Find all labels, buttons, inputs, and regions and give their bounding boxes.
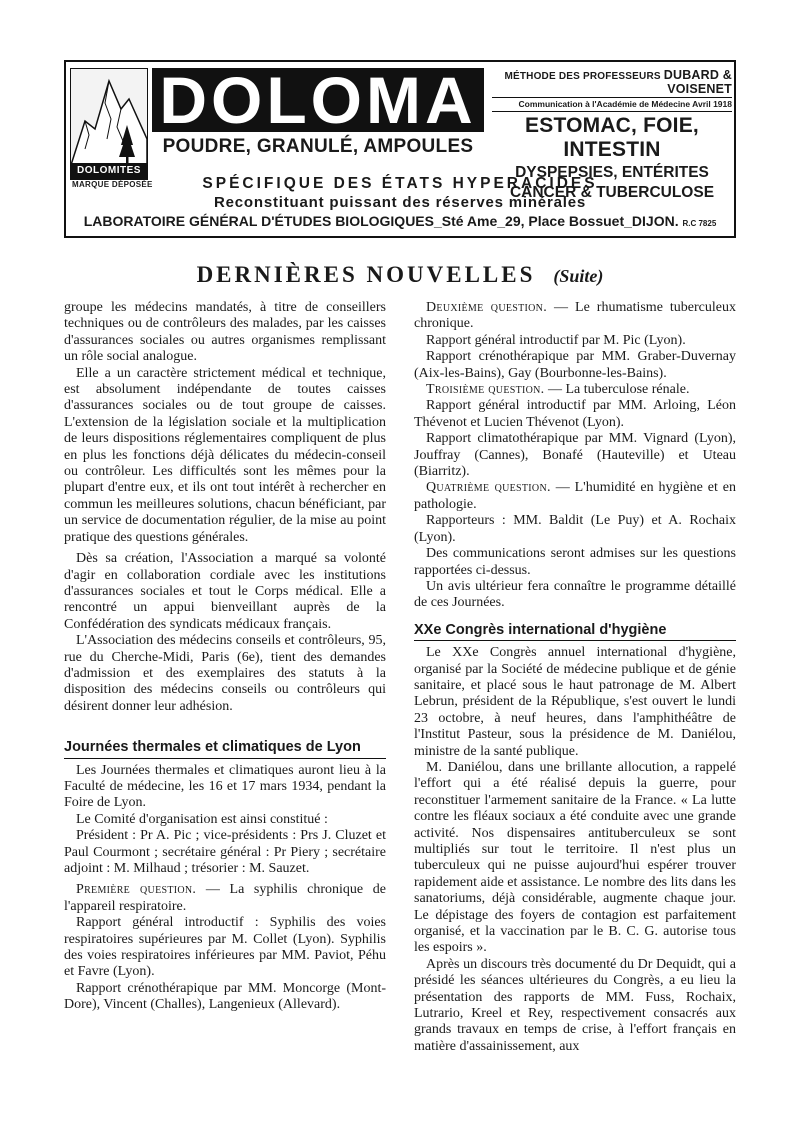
method-prefix: MÉTHODE DES PROFESSEURS <box>504 71 661 82</box>
doloma-advertisement <box>64 60 736 238</box>
question-paragraph: Quatrième question. — L'humidité en hygiène et en pathologie. <box>414 480 736 512</box>
organs-line: ESTOMAC, FOIE, INTESTIN <box>525 114 699 161</box>
paragraph: Dès sa création, l'Association a marqué sa volonté d'agir en collaboration cordiale avec les institutions d'assurances sociales et tout le Corps médical. Elle a rencontré un appui bienveillant auprès de la Confédération des syndicats médicaux français. <box>64 551 386 632</box>
paragraph: Rapport général introductif : Syphilis des voies respiratoires supérieures par M. Collet (Lyon). Syphilis des voies respiratoires inférieures par MM. Paviot, Péhu et Favre (Lyon). <box>64 915 386 980</box>
laboratory-line: LABORATOIRE GÉNÉRAL D'ÉTUDES BIOLOGIQUES_Sté Ame_29, Place Bossuet_DIJON. R.C 7825 <box>83 213 717 229</box>
method-line <box>492 68 732 98</box>
left-column <box>64 300 386 1014</box>
paragraph: M. Daniélou, dans une brillante allocution, a rappelé l'effort qui a été réalisé depuis la guerre, pour reconstituer l'armement sanitaire de la France. « La lutte contre les fléaux sociaux a été conduite avec une grande activité. Nos dispensaires antituberculeux se sont multipliés sur tout le territoire. Il n'est plus un tuberculeux qui ne puisse aujourd'hui espérer trouver rapidement aide et assistance. Le nombre des lits dans les sanatoriums, déjà considérable, augmente chaque jour. Le dépistage des foyers de contagion est parfaitement organisé, et la vaccination par le B. C. G. autorise tous les espoirs ». <box>414 759 736 956</box>
question-label: Première question. <box>76 882 197 898</box>
right-column <box>414 300 736 1055</box>
paragraph: groupe les médecins mandatés, à titre de conseillers techniques ou de contrôleurs des malades, par les caisses d'assurances sociales ou autres organismes remplissant un rôle social analogue. <box>64 300 386 365</box>
section-title-congres: XXe Congrès international d'hygiène <box>414 622 736 641</box>
paragraph: Un avis ultérieur fera connaître le programme détaillé de ces Journées. <box>414 578 736 611</box>
section-title-journees: Journées thermales et climatiques de Lyon <box>64 739 386 758</box>
question-label: Deuxième question. <box>426 300 548 315</box>
method-names: DUBARD & VOISENET <box>663 68 732 96</box>
paragraph: Les Journées thermales et climatiques auront lieu à la Faculté de médecine, les 16 et 17 mars 1934, pendant la Foire de Lyon. <box>64 762 386 811</box>
paragraph: Le XXe Congrès annuel international d'hygiène, organisé par la Société de médecine publique et de génie sanitaire, et placé sous le haut patronage de M. Albert Lebrun, président de la République, s'est ouvert le lundi 23 octobre, à neuf heures, dans l'amphithéâtre de l'Institut Pasteur, sous la présidence de M. Daniélou, ministre de la santé publique. <box>414 645 736 759</box>
paragraph: Rapport climatothérapique par MM. Vignard (Lyon), Jouffray (Cannes), Bonafé (Hauteville) et Uteau (Biarritz). <box>414 431 736 480</box>
question-label: Troisième question. <box>426 382 545 398</box>
question-label: Quatrième question. <box>426 480 551 496</box>
paragraph: Après un discours très documenté du Dr Dequidt, qui a présidé les séances ultérieures du Congrès, a eu lieu la présentation des rapports de MM. Fuss, Rochaix, Lutrario, Kreel et Rey, respectivement consacrés aux grands travaux en temps de crise, à l'effort français en matière d'assainissement, aux <box>414 956 736 1054</box>
rc-number: R.C 7825 <box>682 219 717 228</box>
specific-line: SPÉCIFIQUE DES ÉTATS HYPERACIDES <box>202 175 598 192</box>
section-heading: DERNIÈRES NOUVELLES <box>196 262 536 287</box>
paragraph: Rapport crénothérapique par MM. Moncorge (Mont-Dore), Vincent (Challes), Langenieux (Allevard). <box>64 980 386 1013</box>
logo-label: DOLOMITES <box>71 163 147 179</box>
section-continued: (Suite) <box>553 266 604 286</box>
paragraph: Rapport crénothérapique par MM. Graber-Duvernay (Aix-les-Bains), Gay (Bourbonne-les-Bains). <box>414 349 736 381</box>
question-paragraph: Troisième question. — La tuberculose rénale. <box>426 382 690 398</box>
brand-name: DOLOMA <box>152 68 484 132</box>
paragraph: Président : Pr A. Pic ; vice-présidents : Prs J. Cluzet et Paul Courmont ; secrétaire général : Pr Piery ; secrétaire adjoint : M. Milhaud ; trésorier : M. Sauzet. <box>64 828 386 876</box>
paragraph: L'Association des médecins conseils et contrôleurs, 95, rue du Cherche-Midi, Paris (6e), tient des demandes d'admission et des exemplaires des statuts à la disposition des médecins conseils ou contrôleurs qui désirent donner leur adhésion. <box>64 633 386 714</box>
question-paragraph: Deuxième question. — Le rhumatisme tuberculeux chronique. <box>414 300 736 332</box>
paragraph: Le Comité d'organisation est ainsi constitué : <box>76 811 328 827</box>
diseases-line-2: CANCER & TUBERCULOSE <box>509 184 715 201</box>
question-paragraph: Première question. — La syphilis chronique de l'appareil respiratoire. <box>64 882 386 914</box>
page-title <box>0 262 800 288</box>
reconstituant-line: Reconstituant puissant des réserves minérales <box>214 194 586 211</box>
paragraph: Rapport général introductif par M. Pic (Lyon). <box>426 332 686 348</box>
dolomites-logo <box>70 68 148 180</box>
paragraph: Elle a un caractère strictement médical et technique, est absolument indépendante de toutes caisses d'assurances sociales ou de tout groupe de caisses. L'extension de la législation sociale et la multiplication de leurs dispositions réglementaires compliquent de plus en plus les fonctions déjà délicates du médecin-conseil ou contrôleur. Les difficultés sont les mêmes pour la plupart d'entre eux, et ils ont tout intérêt à rechercher en commun les meilleures solutions, chacun bénéficiant, par un service de documentation régulier, de la mise au point pratique des questions générales. <box>64 365 386 545</box>
paragraph: Rapporteurs : MM. Baldit (Le Puy) et A. Rochaix (Lyon). <box>414 513 736 545</box>
paragraph: Rapport général introductif par MM. Arloing, Léon Thévenot et Lucien Thévenot (Lyon). <box>414 398 736 430</box>
paragraph: Des communications seront admises sur les questions rapportées ci-dessus. <box>414 546 736 578</box>
communication-line: Communication à l'Académie de Médecine Avril 1918 <box>492 99 732 112</box>
diseases-line-1: DYSPEPSIES, ENTÉRITES <box>515 164 709 181</box>
trademark-note: MARQUE DÉPOSÉE <box>72 180 153 189</box>
product-forms: POUDRE, GRANULÉ, AMPOULES <box>162 136 474 157</box>
mountain-icon <box>71 69 147 165</box>
